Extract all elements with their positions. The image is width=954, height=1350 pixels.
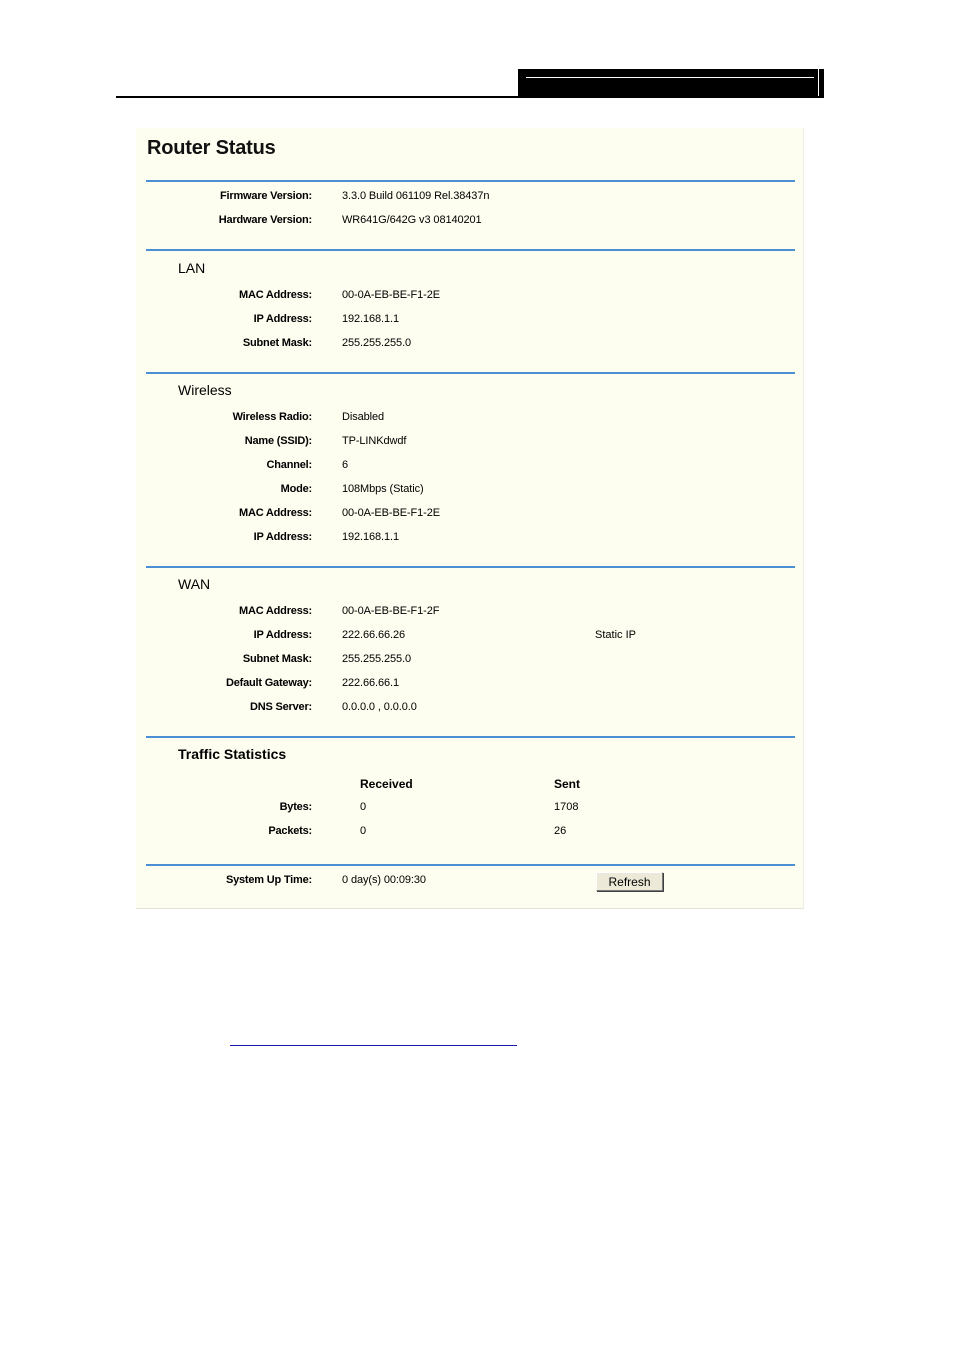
packets-label: Packets: xyxy=(268,825,312,837)
bytes-label: Bytes: xyxy=(279,801,312,813)
wireless-ip-label: IP Address: xyxy=(253,531,312,543)
wan-subnet-label: Subnet Mask: xyxy=(242,653,312,665)
lan-ip-label: IP Address: xyxy=(253,313,312,325)
lan-ip-value: 192.168.1.1 xyxy=(342,313,400,325)
uptime-label: System Up Time: xyxy=(225,874,312,886)
separator xyxy=(146,736,795,738)
wan-gateway-label: Default Gateway: xyxy=(225,677,312,689)
sent-column-header: Sent xyxy=(554,777,581,791)
wan-mac-label: MAC Address: xyxy=(239,605,312,617)
wan-mac-value: 00-0A-EB-BE-F1-2F xyxy=(342,605,440,617)
lan-subnet-label: Subnet Mask: xyxy=(242,337,312,349)
refresh-button[interactable]: Refresh xyxy=(596,872,663,891)
page-title: Router Status xyxy=(147,137,276,159)
header-tab-rule xyxy=(526,77,814,78)
hardware-version-value: WR641G/642G v3 08140201 xyxy=(342,214,482,226)
lan-section-title: LAN xyxy=(178,260,206,276)
wan-subnet-value: 255.255.255.0 xyxy=(342,653,412,665)
received-column-header: Received xyxy=(360,777,413,791)
firmware-version-label: Firmware Version: xyxy=(220,190,312,202)
wireless-mode-value: 108Mbps (Static) xyxy=(342,483,424,495)
wan-ip-value: 222.66.66.26 xyxy=(342,629,406,641)
lan-subnet-value: 255.255.255.0 xyxy=(342,337,412,349)
wireless-ssid-label: Name (SSID): xyxy=(244,435,312,447)
traffic-section-title: Traffic Statistics xyxy=(178,746,287,762)
wan-ip-label: IP Address: xyxy=(253,629,312,641)
separator xyxy=(146,180,795,182)
packets-received: 0 xyxy=(360,825,367,837)
wireless-radio-value: Disabled xyxy=(342,411,385,423)
wireless-section-title: Wireless xyxy=(178,382,232,398)
wireless-mac-value: 00-0A-EB-BE-F1-2E xyxy=(342,507,440,519)
lan-mac-value: 00-0A-EB-BE-F1-2E xyxy=(342,289,440,301)
bytes-received: 0 xyxy=(360,801,367,813)
hardware-version-label: Hardware Version: xyxy=(218,214,312,226)
separator xyxy=(146,372,795,374)
wireless-mac-label: MAC Address: xyxy=(239,507,312,519)
wireless-channel-value: 6 xyxy=(342,459,349,471)
wireless-ip-value: 192.168.1.1 xyxy=(342,531,400,543)
bytes-sent: 1708 xyxy=(554,801,579,813)
wireless-radio-label: Wireless Radio: xyxy=(232,411,312,423)
uptime-value: 0 day(s) 00:09:30 xyxy=(342,874,426,886)
header-tab-edge xyxy=(818,69,819,98)
wan-gateway-value: 222.66.66.1 xyxy=(342,677,400,689)
wan-dns-value: 0.0.0.0 , 0.0.0.0 xyxy=(342,701,417,713)
packets-sent: 26 xyxy=(554,825,567,837)
separator xyxy=(146,566,795,568)
wan-connection-type: Static IP xyxy=(595,629,636,641)
wan-dns-label: DNS Server: xyxy=(250,701,312,713)
header-rule xyxy=(116,96,823,98)
wan-section-title: WAN xyxy=(178,576,211,592)
separator xyxy=(146,864,795,866)
firmware-version-value: 3.3.0 Build 061109 Rel.38437n xyxy=(342,190,490,202)
wireless-channel-label: Channel: xyxy=(266,459,312,471)
wireless-ssid-value: TP-LINKdwdf xyxy=(342,435,407,447)
link-underline[interactable] xyxy=(230,1045,517,1046)
lan-mac-label: MAC Address: xyxy=(239,289,312,301)
wireless-mode-label: Mode: xyxy=(280,483,312,495)
router-status-panel xyxy=(136,128,804,909)
separator xyxy=(146,249,795,251)
header-tab xyxy=(518,69,824,98)
